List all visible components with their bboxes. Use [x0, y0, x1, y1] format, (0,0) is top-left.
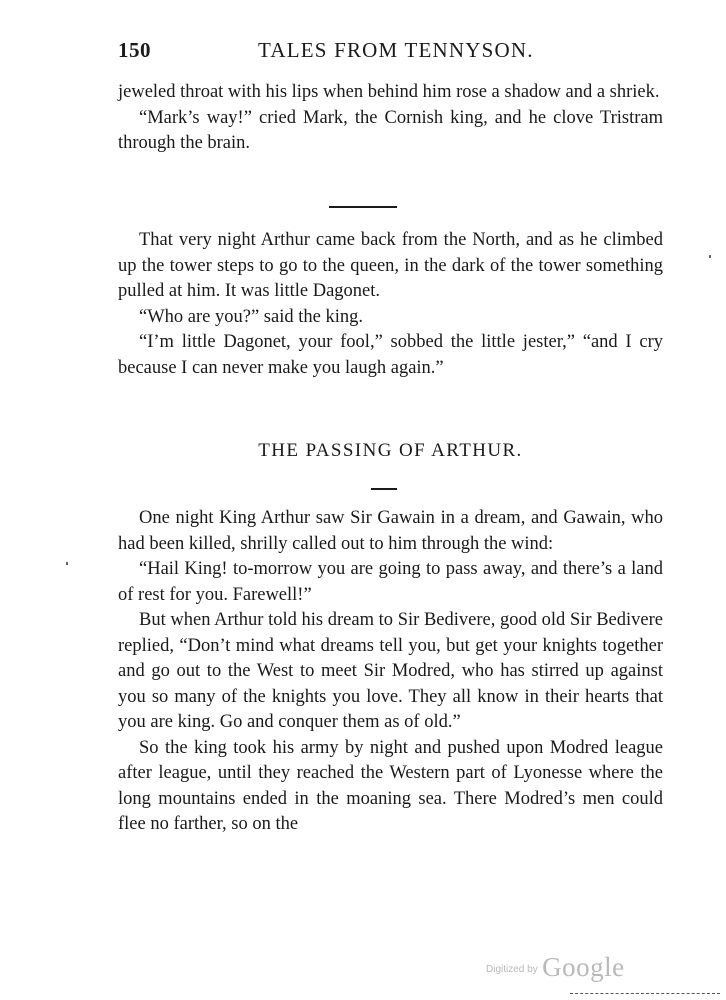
- chapter-divider: [371, 488, 397, 490]
- paragraph: “Mark’s way!” cried Mark, the Cornish king, and he clove Tristram through the brain.: [118, 107, 663, 153]
- paragraph: That very night Arthur came back from the North, and as he climbed up the tower steps to go to the queen, in the dark of the tower something pulled at him. It was little Dagonet.: [118, 230, 663, 301]
- text-section-dagonet: [118, 228, 663, 381]
- book-title: TALES FROM TENNYSON.: [258, 38, 534, 62]
- paragraph: So the king took his army by night and pushed upon Modred league after league, until they reached the Western part of Lyonesse where the long mountains ended in the moaning sea. There Modred’s men could flee no farther, so on the: [118, 737, 663, 834]
- scan-edge-mark: [570, 993, 720, 994]
- text-section-tristram: [118, 80, 663, 157]
- running-head: [118, 38, 663, 66]
- digitized-label: Digitized by: [486, 964, 538, 975]
- paragraph: “I’m little Dagonet, your fool,” sobbed the little jester,” “and I cry because I can never make you laugh again.”: [118, 332, 663, 378]
- page-number: 150: [118, 38, 151, 62]
- paragraph: One night King Arthur saw Sir Gawain in a dream, and Gawain, who had been killed, shrilly called out to him through the wind:: [118, 508, 663, 554]
- paragraph: jeweled throat with his lips when behind him rose a shadow and a shriek.: [118, 82, 660, 102]
- text-section-passing: [118, 506, 663, 838]
- digitized-watermark: [486, 952, 625, 982]
- section-divider: [329, 206, 397, 208]
- paragraph: “Hail King! to-morrow you are going to pass away, and there’s a land of rest for you. Farewell!”: [118, 559, 663, 605]
- google-logo: Google: [542, 952, 625, 982]
- scan-speck: [709, 255, 711, 258]
- paragraph: “Who are you?” said the king.: [139, 306, 363, 327]
- scan-speck: [66, 562, 68, 565]
- chapter-title: THE PASSING OF ARTHUR.: [258, 440, 523, 461]
- paragraph: But when Arthur told his dream to Sir Bedivere, good old Sir Bedivere replied, “Don’t mind what dreams tell you, but get your knights together and go out to the West to meet Sir Modred, who has stirred up against you so many of the knights you love. They all know in their hearts that you are king. Go and conquer them as of old.”: [118, 610, 663, 732]
